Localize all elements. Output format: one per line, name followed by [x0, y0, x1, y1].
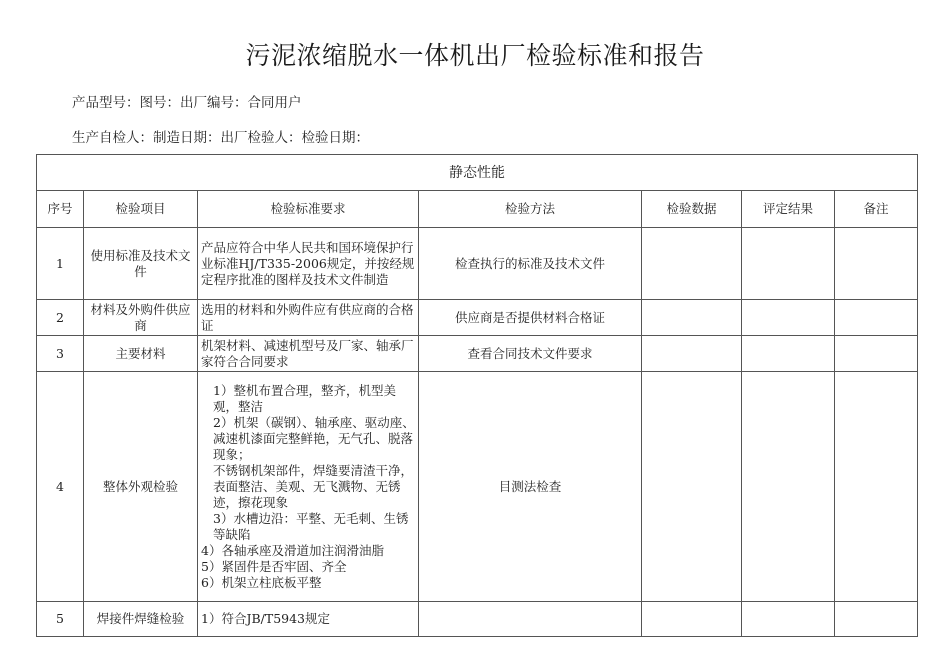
row-no: 2 — [37, 300, 84, 336]
row-no: 1 — [37, 228, 84, 300]
manufacture-date-label: 制造日期： — [153, 130, 221, 146]
drawing-number-label: 图号： — [139, 95, 180, 111]
header-remark: 备注 — [835, 191, 918, 228]
row-result-cell[interactable] — [742, 602, 835, 637]
row-result-cell[interactable] — [742, 300, 835, 336]
table-row — [37, 228, 918, 300]
inspection-info-line — [72, 126, 369, 146]
row-remark-cell[interactable] — [835, 336, 918, 372]
header-standard: 检验标准要求 — [198, 191, 419, 228]
row-result-cell[interactable] — [742, 372, 835, 602]
header-item: 检验项目 — [84, 191, 198, 228]
row-remark-cell[interactable] — [835, 372, 918, 602]
row-result-cell[interactable] — [742, 228, 835, 300]
factory-inspector-label: 出厂检验人： — [220, 130, 302, 146]
standard-line: 2）机架（碳钢）、轴承座、驱动座、减速机漆面完整鲜艳，无气孔、脱落现象； — [213, 414, 415, 462]
row-standard: 选用的材料和外购件应有供应商的合格证 — [198, 300, 419, 336]
row-method: 查看合同技术文件要求 — [419, 336, 642, 372]
standard-line: 3）水槽边沿：平整、无毛刺、生锈等缺陷 — [213, 510, 409, 542]
standard-line: 5）紧固件是否牢固、齐全 — [201, 558, 347, 574]
row-remark-cell[interactable] — [835, 602, 918, 637]
row-item: 整体外观检验 — [84, 372, 198, 602]
row-method: 供应商是否提供材料合格证 — [419, 300, 642, 336]
table-row — [37, 300, 918, 336]
inspection-date-label: 检验日期： — [301, 130, 369, 146]
row-item: 使用标准及技术文件 — [84, 228, 198, 300]
row-standard-list — [198, 372, 419, 602]
row-item: 材料及外购件供应商 — [84, 300, 198, 336]
row-standard: 机架材料、减速机型号及厂家、轴承厂家符合合同要求 — [198, 336, 419, 372]
row-no: 5 — [37, 602, 84, 637]
standard-line: 不锈钢机架部件，焊缝要清渣干净，表面整洁、美观、无飞溅物、无锈迹，擦花现象 — [213, 462, 414, 510]
product-model-label: 产品型号： — [72, 95, 140, 111]
row-standard: 产品应符合中华人民共和国环境保护行业标准HJ/T335-2006规定，并按经规定程序批准的图样及技术文件制造 — [198, 228, 419, 300]
row-data-cell[interactable] — [642, 300, 742, 336]
self-inspector-label: 生产自检人： — [72, 130, 153, 146]
row-data-cell[interactable] — [642, 336, 742, 372]
table-row — [37, 372, 918, 602]
standard-line: 4）各轴承座及滑道加注润滑油脂 — [201, 542, 384, 558]
table-row — [37, 336, 918, 372]
header-data: 检验数据 — [642, 191, 742, 228]
header-row — [37, 191, 918, 228]
row-data-cell[interactable] — [642, 372, 742, 602]
row-result-cell[interactable] — [742, 336, 835, 372]
serial-number-label: 出厂编号： — [180, 95, 248, 111]
header-result: 评定结果 — [742, 191, 835, 228]
row-method: 检查执行的标准及技术文件 — [419, 228, 642, 300]
row-method: 目测法检查 — [419, 372, 642, 602]
row-no: 3 — [37, 336, 84, 372]
row-remark-cell[interactable] — [835, 300, 918, 336]
row-data-cell[interactable] — [642, 228, 742, 300]
product-info-line — [72, 91, 302, 111]
row-standard: 1）符合JB/T5943规定 — [198, 602, 419, 637]
table-row — [37, 602, 918, 637]
row-no: 4 — [37, 372, 84, 602]
header-method: 检验方法 — [419, 191, 642, 228]
section-title: 静态性能 — [37, 155, 918, 191]
contract-user-label: 合同用户 — [247, 95, 302, 111]
standard-line: 1）整机布置合理，整齐，机型美观，整洁 — [213, 382, 396, 414]
row-item: 主要材料 — [84, 336, 198, 372]
inspection-table — [36, 154, 918, 637]
header-no: 序号 — [37, 191, 84, 228]
standard-line: 6）机架立柱底板平整 — [201, 574, 322, 590]
section-row — [37, 155, 918, 191]
document-title: 污泥浓缩脱水一体机出厂检验标准和报告 — [245, 41, 705, 70]
row-remark-cell[interactable] — [835, 228, 918, 300]
row-data-cell[interactable] — [642, 602, 742, 637]
row-item: 焊接件焊缝检验 — [84, 602, 198, 637]
row-method — [419, 602, 642, 637]
